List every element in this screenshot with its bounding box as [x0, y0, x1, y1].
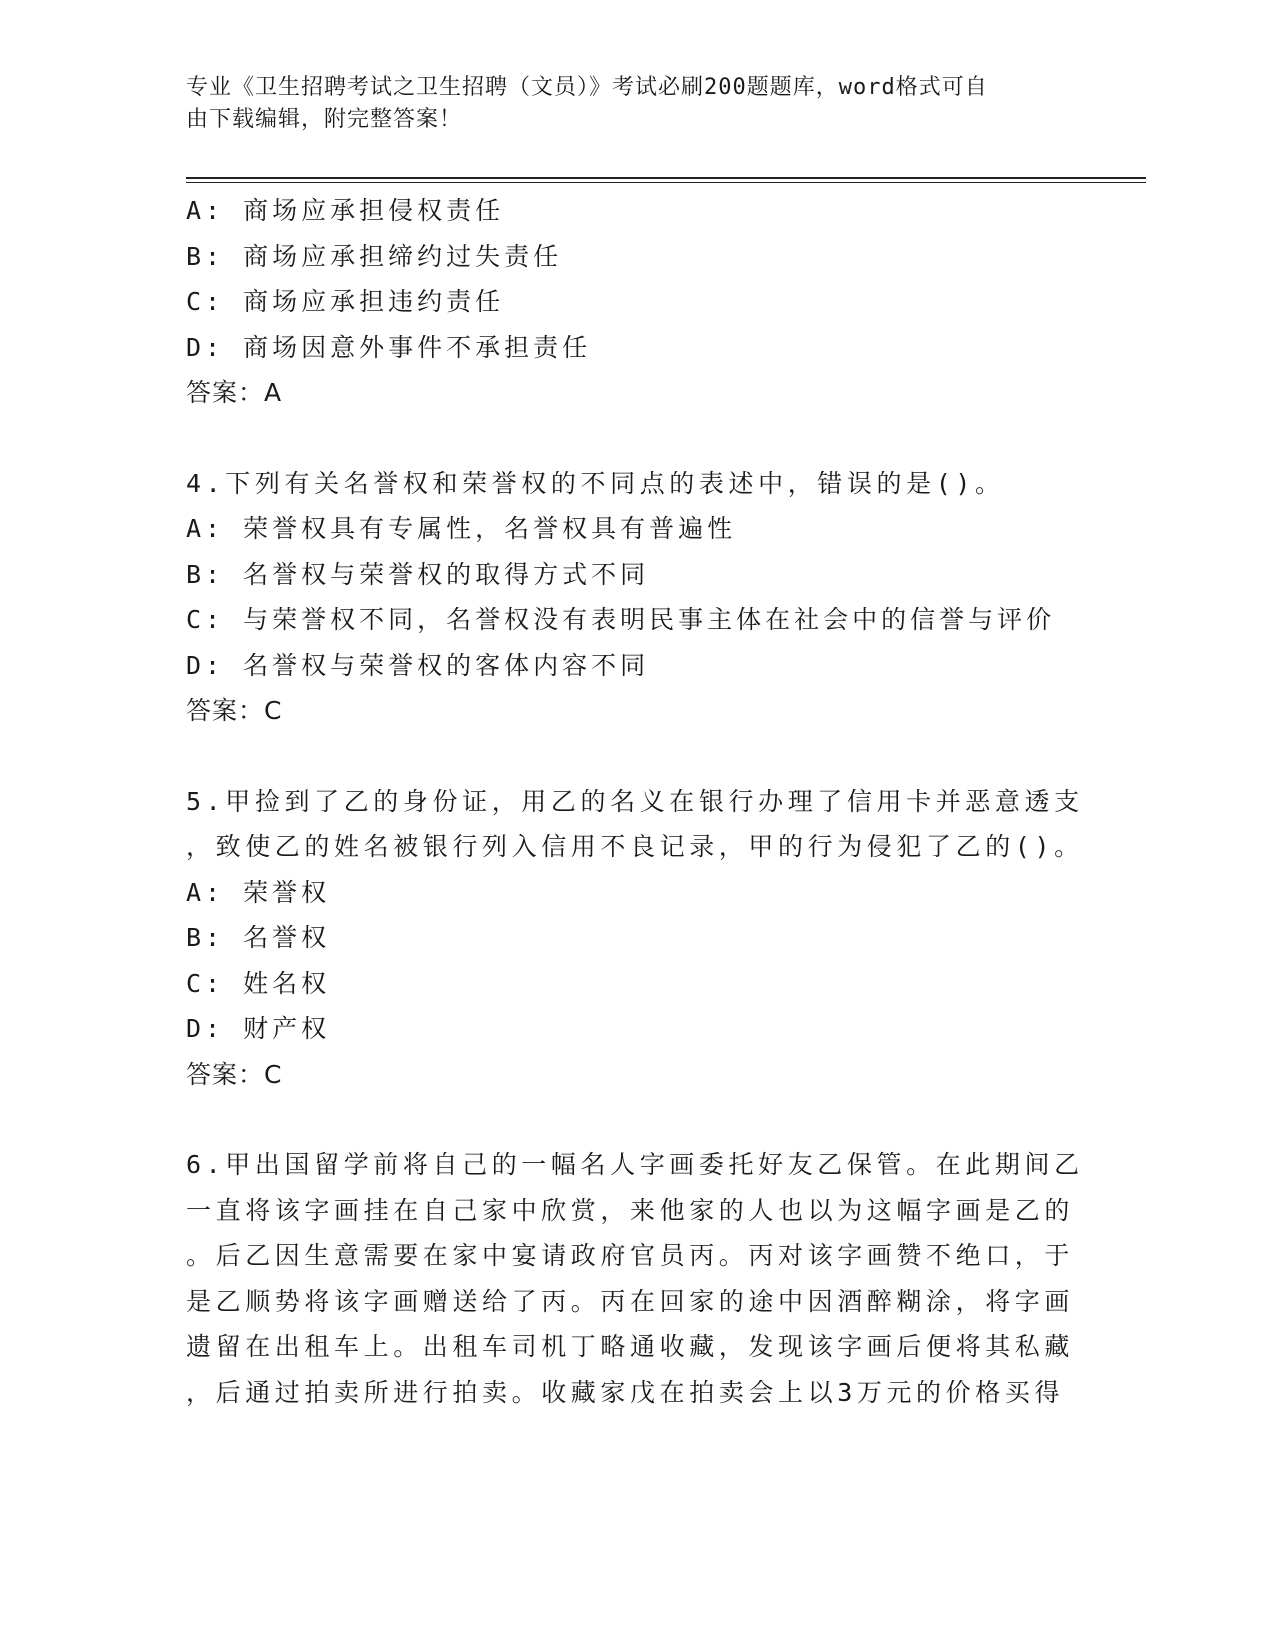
option-a: A: 荣誉权	[186, 877, 331, 907]
option-c: C: 商场应承担违约责任	[186, 287, 505, 316]
document-header	[186, 72, 1066, 136]
question-line: 遗留在出租车上。出租车司机丁略通收藏，发现该字画后便将其私藏	[186, 1332, 1075, 1361]
answer-text: 答案：A	[186, 378, 283, 407]
question-text	[186, 461, 1066, 507]
header-line-1: 专业《卫生招聘考试之卫生招聘（文员）》考试必刷200题题库，word格式可自	[186, 75, 988, 100]
question-line: ，后通过拍卖所进行拍卖。收藏家戊在拍卖会上以3万元的价格买得	[186, 1377, 1065, 1407]
document-body	[186, 188, 1084, 1415]
answer-text: 答案：C	[186, 1059, 283, 1089]
option-d: D: 名誉权与荣誉权的客体内容不同	[186, 650, 650, 680]
option-b: B: 名誉权	[186, 923, 331, 952]
question-line: 。后乙因生意需要在家中宴请政府官员丙。丙对该字画赞不绝口，于	[186, 1241, 1075, 1270]
question-block-4	[186, 461, 1066, 734]
question-line: 6.甲出国留学前将自己的一幅名人字画委托好友乙保管。在此期间乙	[186, 1150, 1084, 1179]
answer-text: 答案：C	[186, 696, 283, 725]
option-a: A: 荣誉权具有专属性，名誉权具有普遍性	[186, 514, 737, 543]
question-line: ，致使乙的姓名被银行列入信用不良记录，甲的行为侵犯了乙的()。	[186, 832, 1084, 861]
option-d: D: 财产权	[186, 1014, 331, 1043]
question-block-5	[186, 779, 1084, 1098]
question-line: 一直将该字画挂在自己家中欣赏，来他家的人也以为这幅字画是乙的	[186, 1195, 1075, 1225]
option-b: B: 名誉权与荣誉权的取得方式不同	[186, 559, 650, 589]
question-block-3	[186, 188, 1066, 416]
header-divider-thick	[186, 177, 1146, 179]
question-block-6	[186, 1142, 1084, 1415]
option-a: A: 商场应承担侵权责任	[186, 196, 505, 225]
block-spacer	[186, 1097, 1066, 1142]
option-d: D: 商场因意外事件不承担责任	[186, 332, 592, 362]
block-spacer	[186, 416, 1066, 461]
question-line: 4.下列有关名誉权和荣誉权的不同点的表述中，错误的是()。	[186, 468, 1005, 498]
option-b: B: 商场应承担缔约过失责任	[186, 241, 563, 271]
question-text	[186, 779, 1084, 870]
header-divider-thin	[186, 182, 1146, 183]
option-c: C: 姓名权	[186, 968, 331, 998]
question-line: 是乙顺势将该字画赠送给了丙。丙在回家的途中因酒醉糊涂，将字画	[186, 1286, 1075, 1316]
option-c: C: 与荣誉权不同，名誉权没有表明民事主体在社会中的信誉与评价	[186, 605, 1056, 634]
question-line: 5.甲捡到了乙的身份证，用乙的名义在银行办理了信用卡并恶意透支	[186, 786, 1084, 816]
header-line-2: 由下载编辑，附完整答案！	[186, 107, 463, 132]
question-text	[186, 1142, 1084, 1415]
block-spacer	[186, 734, 1066, 779]
